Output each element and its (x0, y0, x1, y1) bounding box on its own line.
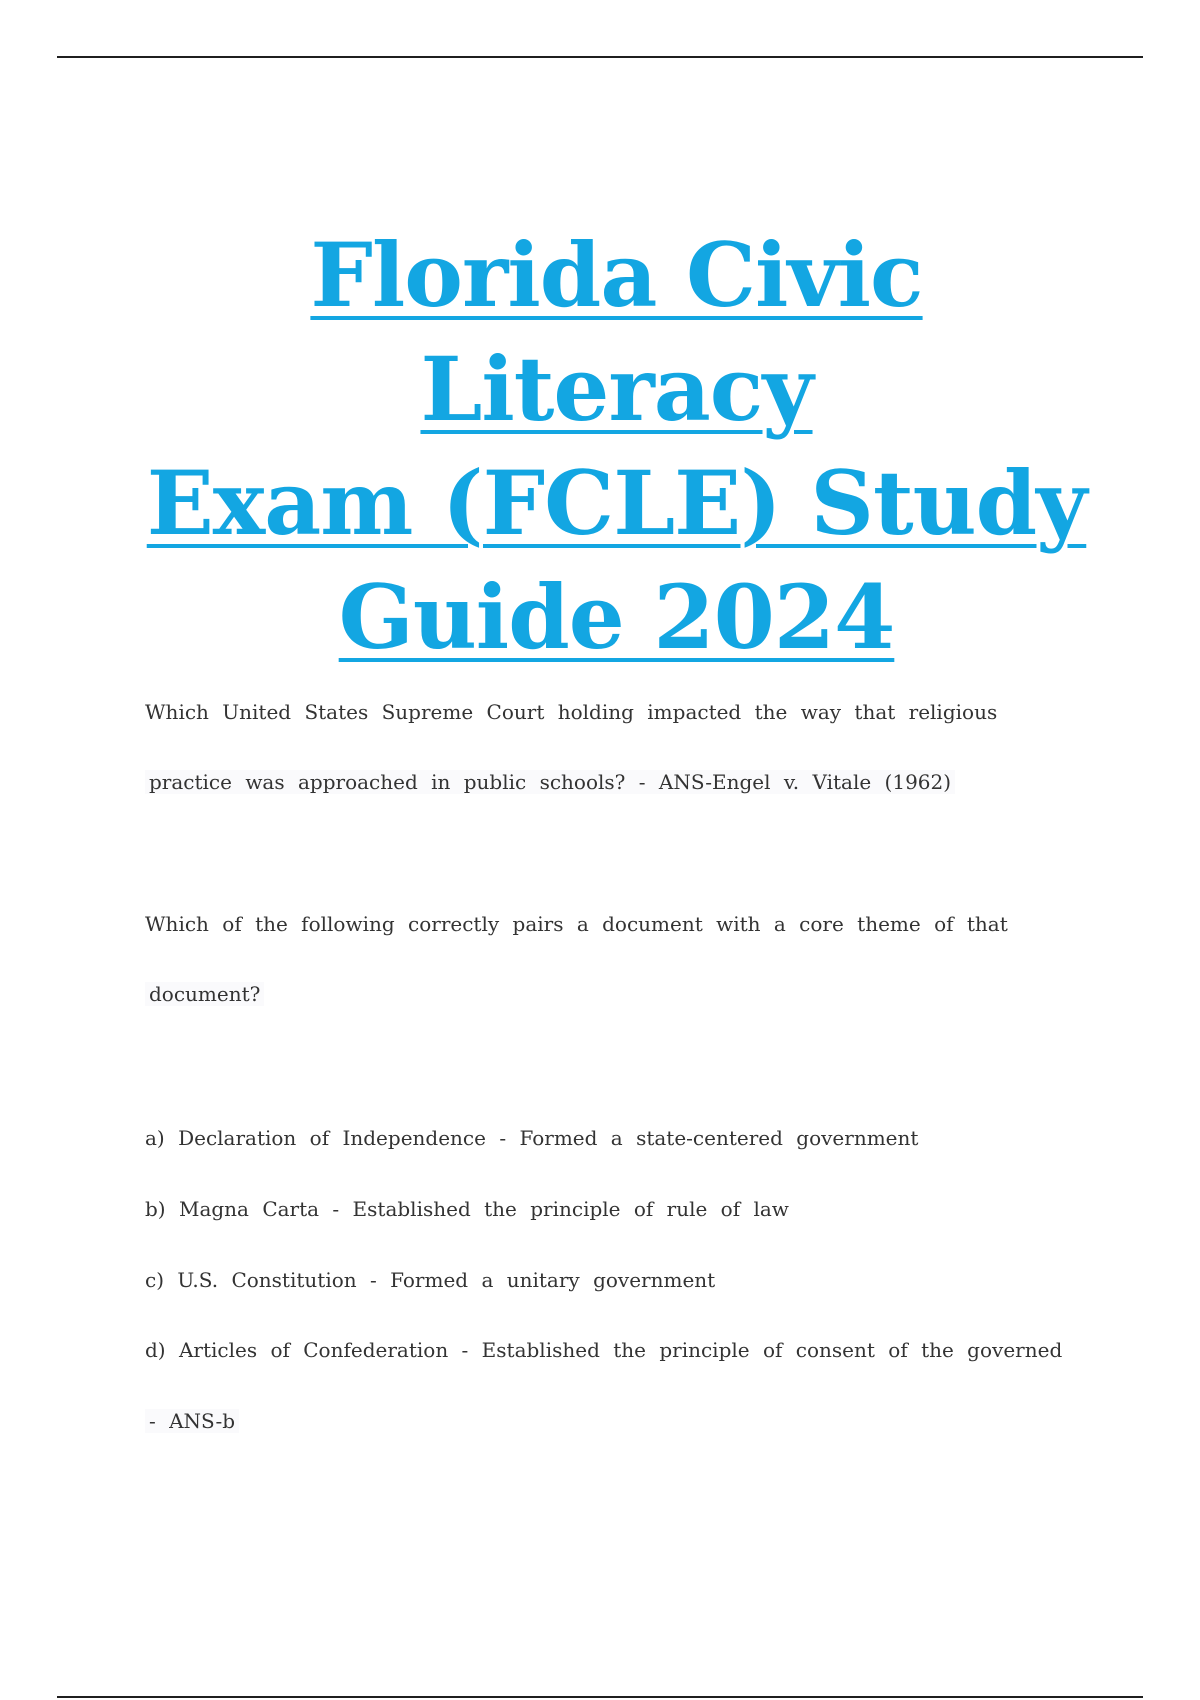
question-2-line-1: Which of the following correctly pairs a document with a core theme of that (145, 912, 1008, 936)
title-line-3: Guide 2024 (338, 565, 895, 669)
question-1-line-1: Which United States Supreme Court holding impacted the way that religious (145, 700, 998, 724)
option-d: d) Articles of Confederation - Established the principle of consent of the governed (145, 1338, 1063, 1362)
question-2-answer (145, 1409, 239, 1433)
top-rule (57, 56, 1143, 58)
bottom-rule (57, 1696, 1143, 1698)
option-c: c) U.S. Constitution - Formed a unitary government (145, 1268, 716, 1292)
question-2-answer-text: - ANS-b (145, 1409, 239, 1433)
document-title (100, 218, 1133, 674)
option-a: a) Declaration of Independence - Formed a state-centered government (145, 1126, 919, 1150)
question-1-answer-text: practice was approached in public schools? - ANS-Engel v. Vitale (1962) (145, 770, 955, 794)
title-line-2: Exam (FCLE) Study (146, 451, 1087, 555)
option-b: b) Magna Carta - Established the principle of rule of law (145, 1197, 789, 1221)
question-2-line-2-text: document? (145, 982, 264, 1006)
question-1-line-2 (145, 770, 955, 794)
title-line-1: Florida Civic Literacy (310, 223, 923, 441)
question-2-line-2 (145, 982, 264, 1006)
